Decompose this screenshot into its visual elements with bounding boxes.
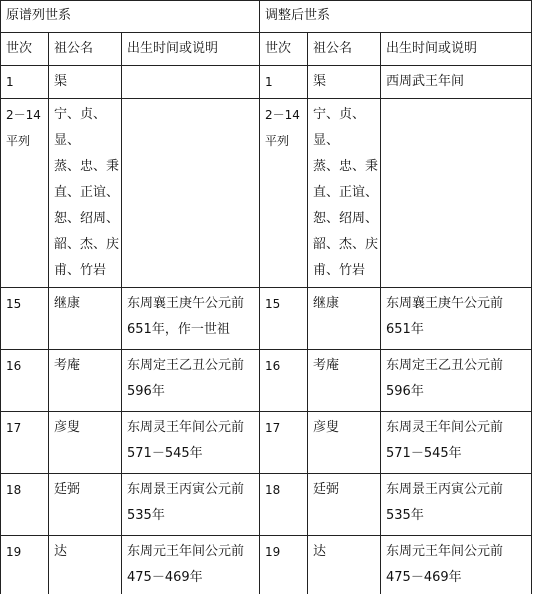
original-generation-cell: 19 — [1, 536, 49, 594]
original-note-cell: 东周景王丙寅公元前 535年 — [122, 474, 260, 536]
adjusted-generation-cell: 18 — [260, 474, 308, 536]
adjusted-note-cell: 西周武王年间 — [381, 66, 532, 99]
adjusted-generation-cell: 1 — [260, 66, 308, 99]
column-header-row — [1, 33, 532, 66]
original-name-cell: 廷弼 — [49, 474, 122, 536]
original-name-cell: 渠 — [49, 66, 122, 99]
column-header-ancestor-name: 祖公名 — [49, 33, 122, 66]
table-row — [1, 536, 532, 594]
column-header-birth-note: 出生时间或说明 — [122, 33, 260, 66]
adjusted-note-cell: 东周襄王庚午公元前 651年 — [381, 288, 532, 350]
table-row — [1, 99, 532, 288]
table-title-row — [1, 1, 532, 33]
adjusted-note-cell: 东周景王丙寅公元前 535年 — [381, 474, 532, 536]
table-row — [1, 412, 532, 474]
adjusted-note-cell: 东周定王乙丑公元前 596年 — [381, 350, 532, 412]
original-name-cell: 继康 — [49, 288, 122, 350]
adjusted-note-cell — [381, 99, 532, 288]
original-note-cell — [122, 99, 260, 288]
adjusted-generation-cell: 17 — [260, 412, 308, 474]
table-row — [1, 350, 532, 412]
original-generation-cell: 15 — [1, 288, 49, 350]
original-note-cell: 东周元王年间公元前 475－469年 — [122, 536, 260, 594]
original-lineage-title: 原谱列世系 — [1, 1, 260, 33]
adjusted-name-cell: 达 — [308, 536, 381, 594]
table-row — [1, 288, 532, 350]
column-header-ancestor-name: 祖公名 — [308, 33, 381, 66]
original-generation-cell: 18 — [1, 474, 49, 536]
adjusted-name-cell: 廷弼 — [308, 474, 381, 536]
column-header-generation: 世次 — [1, 33, 49, 66]
adjusted-note-cell: 东周元王年间公元前 475－469年 — [381, 536, 532, 594]
original-name-cell: 宁、贞、显、 蒸、忠、秉 直、正谊、 恕、绍周、 韶、杰、庆 甫、竹岩 — [49, 99, 122, 288]
adjusted-generation-cell: 19 — [260, 536, 308, 594]
original-generation-cell: 2－14 平列 — [1, 99, 49, 288]
adjusted-name-cell: 彦叟 — [308, 412, 381, 474]
original-note-cell — [122, 66, 260, 99]
adjusted-name-cell: 宁、贞、显、 蒸、忠、秉 直、正谊、 恕、绍周、 韶、杰、庆 甫、竹岩 — [308, 99, 381, 288]
original-generation-cell: 17 — [1, 412, 49, 474]
adjusted-name-cell: 渠 — [308, 66, 381, 99]
original-note-cell: 东周定王乙丑公元前 596年 — [122, 350, 260, 412]
original-generation-cell: 16 — [1, 350, 49, 412]
original-name-cell: 彦叟 — [49, 412, 122, 474]
column-header-generation: 世次 — [260, 33, 308, 66]
original-note-cell: 东周襄王庚午公元前 651年，作一世祖 — [122, 288, 260, 350]
adjusted-generation-cell: 15 — [260, 288, 308, 350]
adjusted-generation-cell: 16 — [260, 350, 308, 412]
original-note-cell: 东周灵王年间公元前 571－545年 — [122, 412, 260, 474]
adjusted-generation-cell: 2－14 平列 — [260, 99, 308, 288]
original-name-cell: 考庵 — [49, 350, 122, 412]
adjusted-lineage-title: 调整后世系 — [260, 1, 532, 33]
adjusted-name-cell: 继康 — [308, 288, 381, 350]
original-name-cell: 达 — [49, 536, 122, 594]
column-header-birth-note: 出生时间或说明 — [381, 33, 532, 66]
table-row — [1, 66, 532, 99]
adjusted-note-cell: 东周灵王年间公元前 571－545年 — [381, 412, 532, 474]
table-row — [1, 474, 532, 536]
adjusted-name-cell: 考庵 — [308, 350, 381, 412]
original-generation-cell: 1 — [1, 66, 49, 99]
